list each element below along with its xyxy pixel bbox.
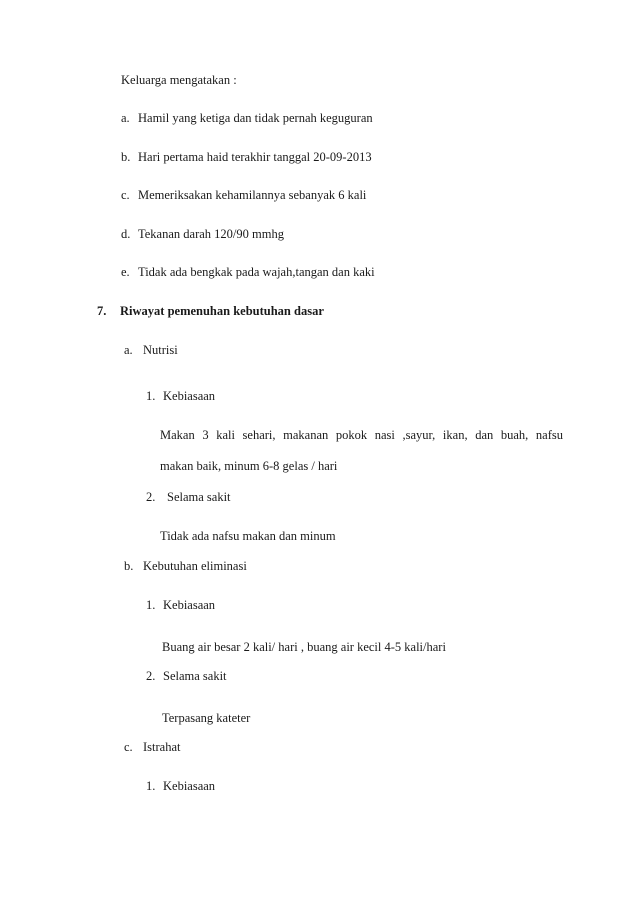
paragraph-line [160,427,563,443]
sub-item-heading [146,388,215,404]
section-number: 7. [97,304,107,318]
word: buah, [500,428,529,442]
sub-item-marker: 1. [146,779,156,793]
word: nafsu [535,428,563,442]
section-title: Riwayat pemenuhan kebutuhan dasar [120,304,324,318]
subsection-marker: b. [124,559,134,573]
list-item [121,264,375,280]
subsection-heading [124,739,180,755]
sub-item-label: Selama sakit [167,490,231,504]
word: dan [475,428,494,442]
word: ,sayur, [402,428,436,442]
subsection-heading [124,558,247,574]
sub-item-heading [146,778,215,794]
list-item-text: Tekanan darah 120/90 mmhg [138,227,284,241]
subsection-title: Istrahat [143,740,181,754]
list-item-text: Hari pertama haid terakhir tanggal 20-09-2013 [138,150,372,164]
word: sehari, [242,428,276,442]
section-heading [97,303,324,319]
paragraph-line: Terpasang kateter [162,711,251,725]
word: kali [216,428,235,442]
sub-item-marker: 1. [146,598,156,612]
sub-item-marker: 1. [146,389,156,403]
list-item-text: Tidak ada bengkak pada wajah,tangan dan kaki [138,265,375,279]
list-item [121,149,372,165]
list-item-text: Hamil yang ketiga dan tidak pernah keguguran [138,111,373,125]
subsection-marker: a. [124,343,133,357]
list-marker: e. [121,265,130,279]
list-marker: a. [121,111,130,125]
list-item-text: Memeriksakan kehamilannya sebanyak 6 kali [138,188,367,202]
word: pokok [335,428,368,442]
paragraph-line: Buang air besar 2 kali/ hari , buang air kecil 4-5 kali/hari [162,640,446,654]
word: nasi [374,428,395,442]
sub-item-label: Selama sakit [163,669,227,683]
sub-item-marker: 2. [146,669,156,683]
word: ikan, [442,428,468,442]
subsection-title: Nutrisi [143,343,178,357]
sub-item-label: Kebiasaan [163,598,216,612]
list-item [121,110,373,126]
sub-item-heading [146,597,215,613]
sub-item-heading [146,668,227,684]
subsection-heading [124,342,178,358]
paragraph-line: makan baik, minum 6-8 gelas / hari [160,459,338,473]
word: 3 [202,428,209,442]
sub-item-label: Kebiasaan [163,389,216,403]
list-item [121,187,366,203]
word: makanan [283,428,329,442]
subsection-marker: c. [124,740,133,754]
sub-item-marker: 2. [146,490,156,504]
word: Makan [160,428,195,442]
sub-item-heading [146,489,231,505]
sub-item-label: Kebiasaan [163,779,216,793]
list-item [121,226,284,242]
list-marker: d. [121,227,131,241]
subsection-title: Kebutuhan eliminasi [143,559,247,573]
list-marker: b. [121,150,131,164]
family-statement: Keluarga mengatakan : [121,73,237,87]
paragraph-line: Tidak ada nafsu makan dan minum [160,529,336,543]
list-marker: c. [121,188,130,202]
